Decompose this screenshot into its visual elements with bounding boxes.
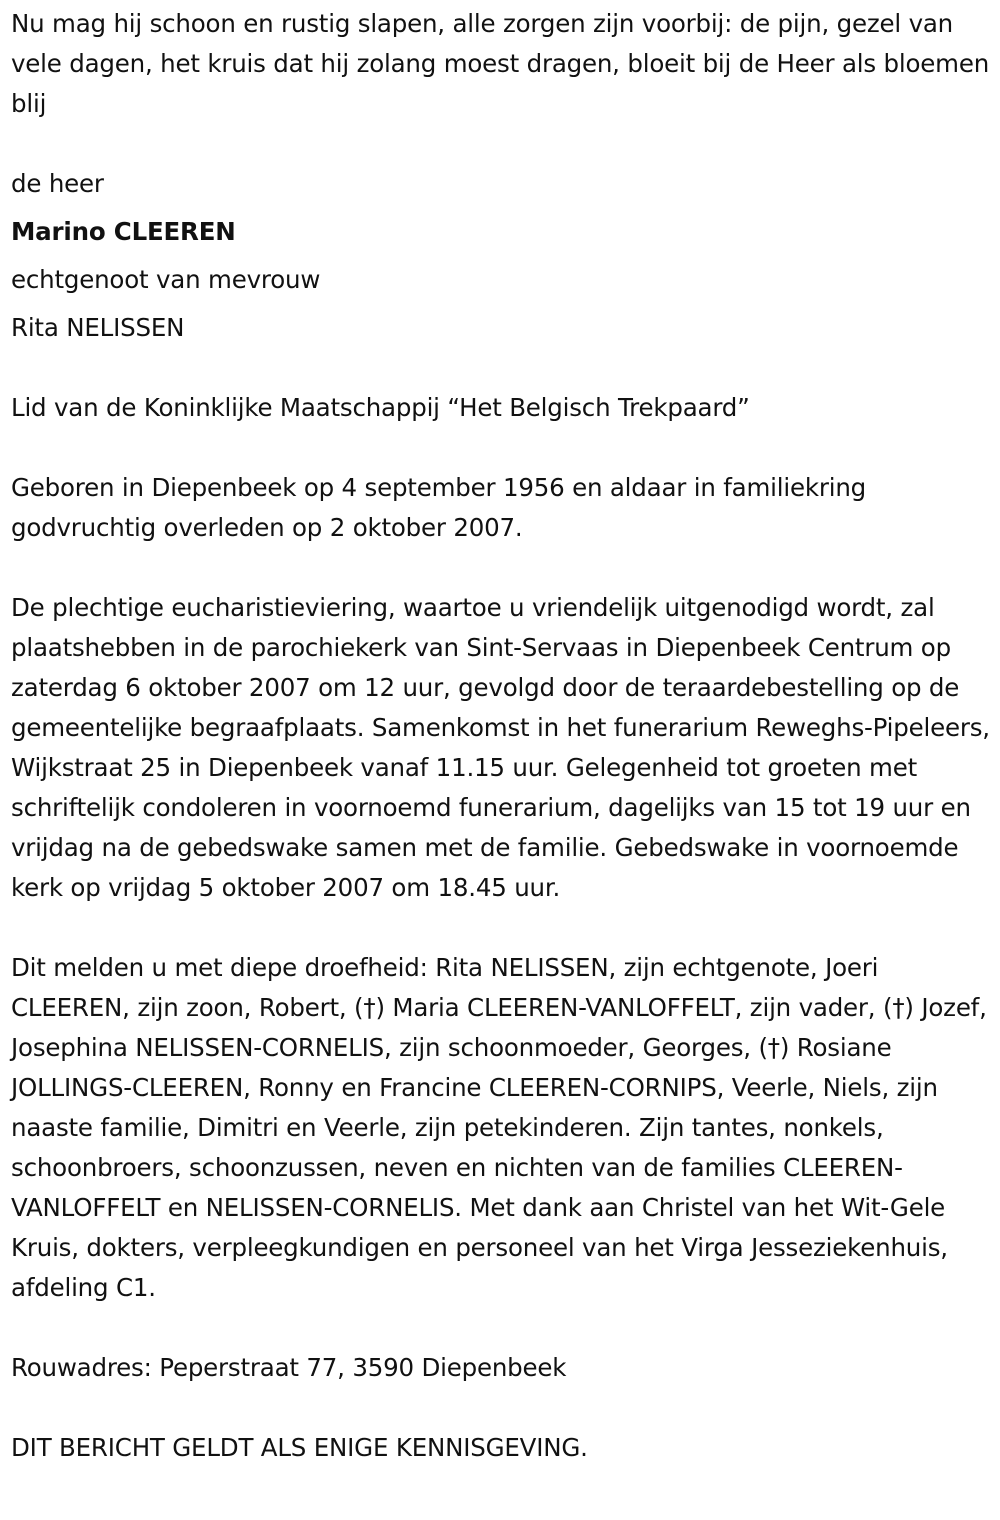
spacer [11, 300, 990, 308]
closing-text: DIT BERICHT GELDT ALS ENIGE KENNISGEVING. [11, 1433, 588, 1462]
spacer [11, 252, 990, 260]
spacer [11, 124, 990, 164]
spacer [11, 908, 990, 948]
spacer [11, 1388, 990, 1428]
spacer [11, 428, 990, 468]
salutation: de heer [11, 169, 104, 198]
spouse-relation: echtgenoot van mevrouw [11, 265, 321, 294]
spacer [11, 1308, 990, 1348]
ceremony-text: De plechtige eucharistieviering, waartoe u vriendelijk uitgenodigd wordt, zal plaatshebben in de parochiekerk van Sint-Servaas in Diepenbeek Centrum op zaterdag 6 oktober 2007 om 12 uur, gevolgd door de teraardebestelling op de gemeentelijke begraafplaats. Samenkomst in het funerarium Reweghs-Pipeleers, Wijkstraat 25 in Diepenbeek vanaf 11.15 uur. Gelegenheid tot groeten met schriftelijk condoleren in voornoemd funerarium, dagelijks van 15 tot 19 uur en vrijdag na de gebedswake samen met de familie. Gebedswake in voornoemde kerk op vrijdag 5 oktober 2007 om 18.45 uur. [11, 593, 990, 902]
membership-text: Lid van de Koninklijke Maatschappij “Het Belgisch Trekpaard” [11, 393, 750, 422]
deceased-name: Marino CLEEREN [11, 217, 236, 246]
address-text: Rouwadres: Peperstraat 77, 3590 Diepenbeek [11, 1353, 567, 1382]
spacer [11, 548, 990, 588]
spacer [11, 348, 990, 388]
spouse-name: Rita NELISSEN [11, 313, 185, 342]
birth-death-text: Geboren in Diepenbeek op 4 september 1956 en aldaar in familiekring godvruchtig overleden op 2 oktober 2007. [11, 473, 866, 542]
spacer [11, 204, 990, 212]
poem-text: Nu mag hij schoon en rustig slapen, alle zorgen zijn voorbij: de pijn, gezel van vele dagen, het kruis dat hij zolang moest dragen, bloeit bij de Heer als bloemen blij [11, 9, 990, 118]
family-text: Dit melden u met diepe droefheid: Rita NELISSEN, zijn echtgenote, Joeri CLEEREN, zijn zoon, Robert, (†) Maria CLEEREN-VANLOFFELT, zijn vader, (†) Jozef, Josephina NELISSEN-CORNELIS, zijn schoonmoeder, Georges, (†) Rosiane JOLLINGS-CLEEREN, Ronny en Francine CLEEREN-CORNIPS, Veerle, Niels, zijn naaste familie, Dimitri en Veerle, zijn petekinderen. Zijn tantes, nonkels, schoonbroers, schoonzussen, neven en nichten van de families CLEEREN-VANLOFFELT en NELISSEN-CORNELIS. Met dank aan Christel van het Wit-Gele Kruis, dokters, verpleegkundigen en personeel van het Virga Jesseziekenhuis, afdeling C1. [11, 953, 987, 1302]
